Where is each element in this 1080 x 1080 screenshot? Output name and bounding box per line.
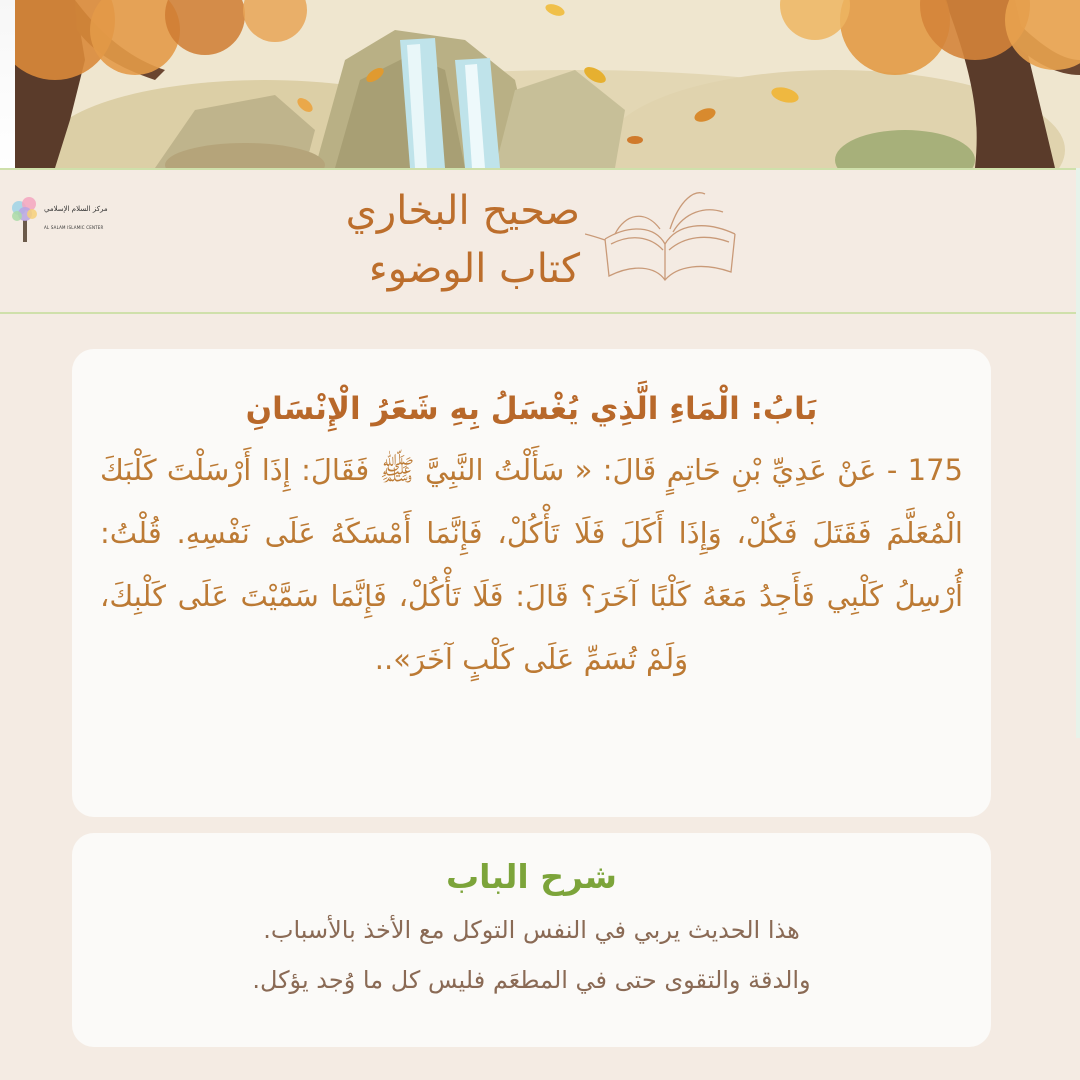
sharh-line-2: والدقة والتقوى حتى في المطعَم فليس كل ما وُجد يؤكل. [252, 966, 811, 994]
sharh-title: شرح الباب [446, 857, 617, 896]
left-edge-strip [0, 0, 15, 168]
logo-english-name: AL SALAM ISLAMIC CENTER [44, 225, 104, 230]
center-logo [10, 192, 110, 248]
book-title-line2: كتاب الوضوء [368, 246, 580, 292]
hadith-card [72, 349, 991, 817]
open-book-icon [585, 184, 740, 284]
book-title-line1: صحيح البخاري [345, 188, 580, 234]
book-title [250, 182, 580, 298]
sharh-card [72, 833, 991, 1047]
header-band [0, 168, 1080, 314]
logo-arabic-name: مركز السلام الإسلامي [44, 205, 108, 213]
chapter-heading: بَابُ: الْمَاءِ الَّذِي يُغْسَلُ بِهِ شَعَرُ الْإِنْسَانِ [245, 391, 818, 427]
tree-logo-icon [10, 194, 40, 242]
autumn-waterfall-illustration [15, 0, 1080, 168]
hadith-text: 175 - عَنْ عَدِيِّ بْنِ حَاتِمٍ قَالَ: « سَأَلْتُ النَّبِيَّ ﷺ فَقَالَ: إِذَا أَرْسَلْتَ كَلْبَكَ الْمُعَلَّمَ فَقَتَلَ فَكُلْ، وَإِذَا أَكَلَ فَلَا تَأْكُلْ، فَإِنَّمَا أَمْسَكَهُ عَلَى نَفْسِهِ. قُلْتُ: أُرْسِلُ كَلْبِي فَأَجِدُ مَعَهُ كَلْبًا آخَرَ؟ قَالَ: فَلَا تَأْكُلْ، فَإِنَّمَا سَمَّيْتَ عَلَى كَلْبِكَ، وَلَمْ تُسَمِّ عَلَى كَلْبٍ آخَرَ».. [100, 453, 963, 676]
right-edge-strip [1076, 168, 1080, 738]
sharh-line-1: هذا الحديث يربي في النفس التوكل مع الأخذ بالأسباب. [263, 916, 800, 944]
